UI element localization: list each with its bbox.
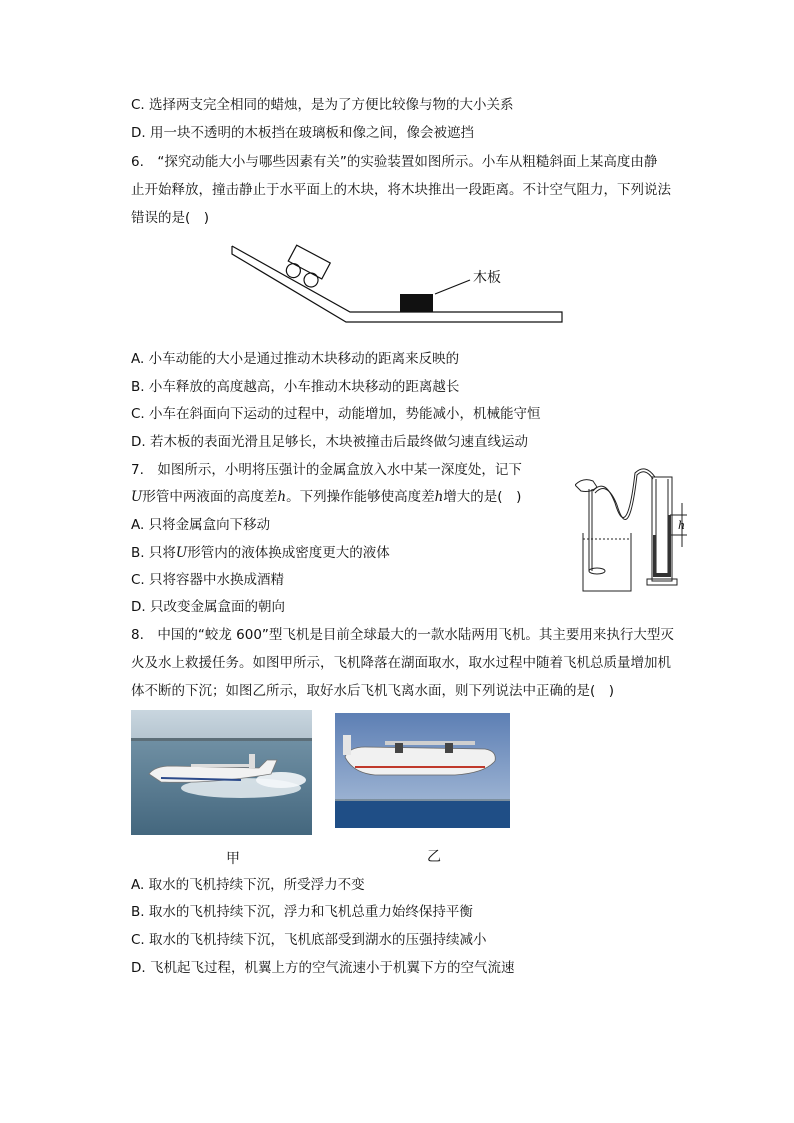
q6-stem-line1: 6. “探究动能大小与哪些因素有关”的实验装置如图所示。小车从粗糙斜面上某高度由静 xyxy=(131,154,658,170)
q7-stem-text: 形管中两液面的高度差 xyxy=(142,489,278,505)
q6-option-c: C. 小车在斜面向下运动的过程中，动能增加，势能减小，机械能守恒 xyxy=(131,406,541,422)
q6-option-b: B. 小车释放的高度越高，小车推动木块移动的距离越长 xyxy=(131,379,460,395)
q6-figure-ramp-diagram xyxy=(230,232,570,327)
q8-stem-line1: 8. 中国的“蛟龙 600”型飞机是目前全球最大的一款水陆两用飞机。其主要用来执行大型灭 xyxy=(131,627,674,643)
q6-stem-line3: 错误的是( ) xyxy=(131,210,210,226)
q7-stem-line2 xyxy=(131,488,521,506)
q8-stem-line2: 火及水上救援任务。如图甲所示，飞机降落在湖面取水，取水过程中随着飞机总质量增加机 xyxy=(131,655,671,671)
q7-figure-pressure-gauge xyxy=(575,463,700,598)
q7-stem-text-2: 。下列操作能够使高度差 xyxy=(286,489,435,505)
q6-option-d: D. 若木板的表面光滑且足够长，木块被撞击后最终做匀速直线运动 xyxy=(131,434,528,450)
q5-option-c: C. 选择两支完全相同的蜡烛，是为了方便比较像与物的大小关系 xyxy=(131,97,514,113)
q7-option-a: A. 只将金属盒向下移动 xyxy=(131,517,271,533)
q7-u-symbol: U xyxy=(131,489,143,505)
q8-option-b: B. 取水的飞机持续下沉，浮力和飞机总重力始终保持平衡 xyxy=(131,904,473,920)
q7-h-symbol-2: h xyxy=(434,489,444,505)
q7-option-b-text: B. 只将 xyxy=(131,545,176,561)
q8-stem-line3: 体不断的下沉；如图乙所示，取好水后飞机飞离水面，则下列说法中正确的是( ) xyxy=(131,683,615,699)
q7-stem-text-3: 增大的是( ) xyxy=(443,489,522,505)
q8-option-d: D. 飞机起飞过程，机翼上方的空气流速小于机翼下方的空气流速 xyxy=(131,960,515,976)
q8-caption-a: 甲 xyxy=(226,851,240,867)
q7-option-b-text-2: 形管内的液体换成密度更大的液体 xyxy=(187,545,390,561)
q7-stem-line1: 7. 如图所示，小明将压强计的金属盒放入水中某一深度处，记下 xyxy=(131,462,522,478)
q6-option-a: A. 小车动能的大小是通过推动木块移动的距离来反映的 xyxy=(131,351,460,367)
q5-option-d: D. 用一块不透明的木板挡在玻璃板和像之间，像会被遮挡 xyxy=(131,125,474,141)
q8-photo-a-seaplane-landing xyxy=(131,710,312,835)
q6-figure-label-board: 木板 xyxy=(473,270,501,286)
q7-h-symbol: h xyxy=(277,489,287,505)
q8-photo-b-seaplane-takeoff xyxy=(335,713,510,828)
q7-figure-h-label: h xyxy=(678,519,686,532)
q7-option-b-u-symbol: U xyxy=(175,545,188,561)
q7-option-d: D. 只改变金属盒面的朝向 xyxy=(131,599,285,615)
q8-caption-b: 乙 xyxy=(427,849,441,865)
q8-option-a: A. 取水的飞机持续下沉，所受浮力不变 xyxy=(131,877,365,893)
q6-stem-line2: 止开始释放，撞击静止于水平面上的木块，将木块推出一段距离。不计空气阻力，下列说法 xyxy=(131,182,671,198)
q7-option-b xyxy=(131,544,390,562)
q8-option-c: C. 取水的飞机持续下沉，飞机底部受到湖水的压强持续减小 xyxy=(131,932,487,948)
q7-option-c: C. 只将容器中水换成酒精 xyxy=(131,572,285,588)
